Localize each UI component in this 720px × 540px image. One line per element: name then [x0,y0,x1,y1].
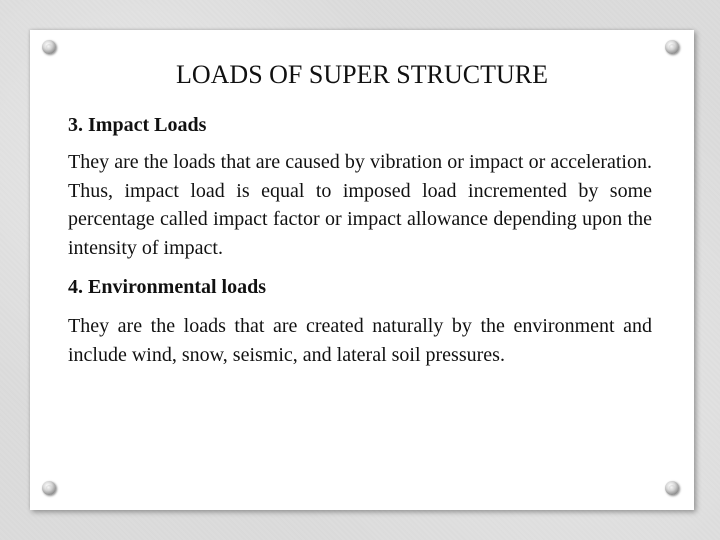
section-heading-impact-loads: 3. Impact Loads [68,114,207,136]
pushpin-icon [665,481,679,495]
section-text-environmental-loads: They are the loads that are created naturally by the environment and include wind, snow, seismic, and lateral soil pressures. [68,315,652,366]
slide-title: LOADS OF SUPER STRUCTURE [175,60,548,89]
section-text-impact-loads: They are the loads that are caused by vibration or impact or acceleration. Thus, impact load is equal to imposed load incremented by some percentage called impact factor or impact allowance depending upon the intensity of impact. [68,151,652,259]
pushpin-icon [665,40,679,54]
pushpin-icon [42,40,56,54]
content-panel [30,30,694,510]
pushpin-icon [42,481,56,495]
section-heading-environmental-loads: 4. Environmental loads [68,276,266,298]
